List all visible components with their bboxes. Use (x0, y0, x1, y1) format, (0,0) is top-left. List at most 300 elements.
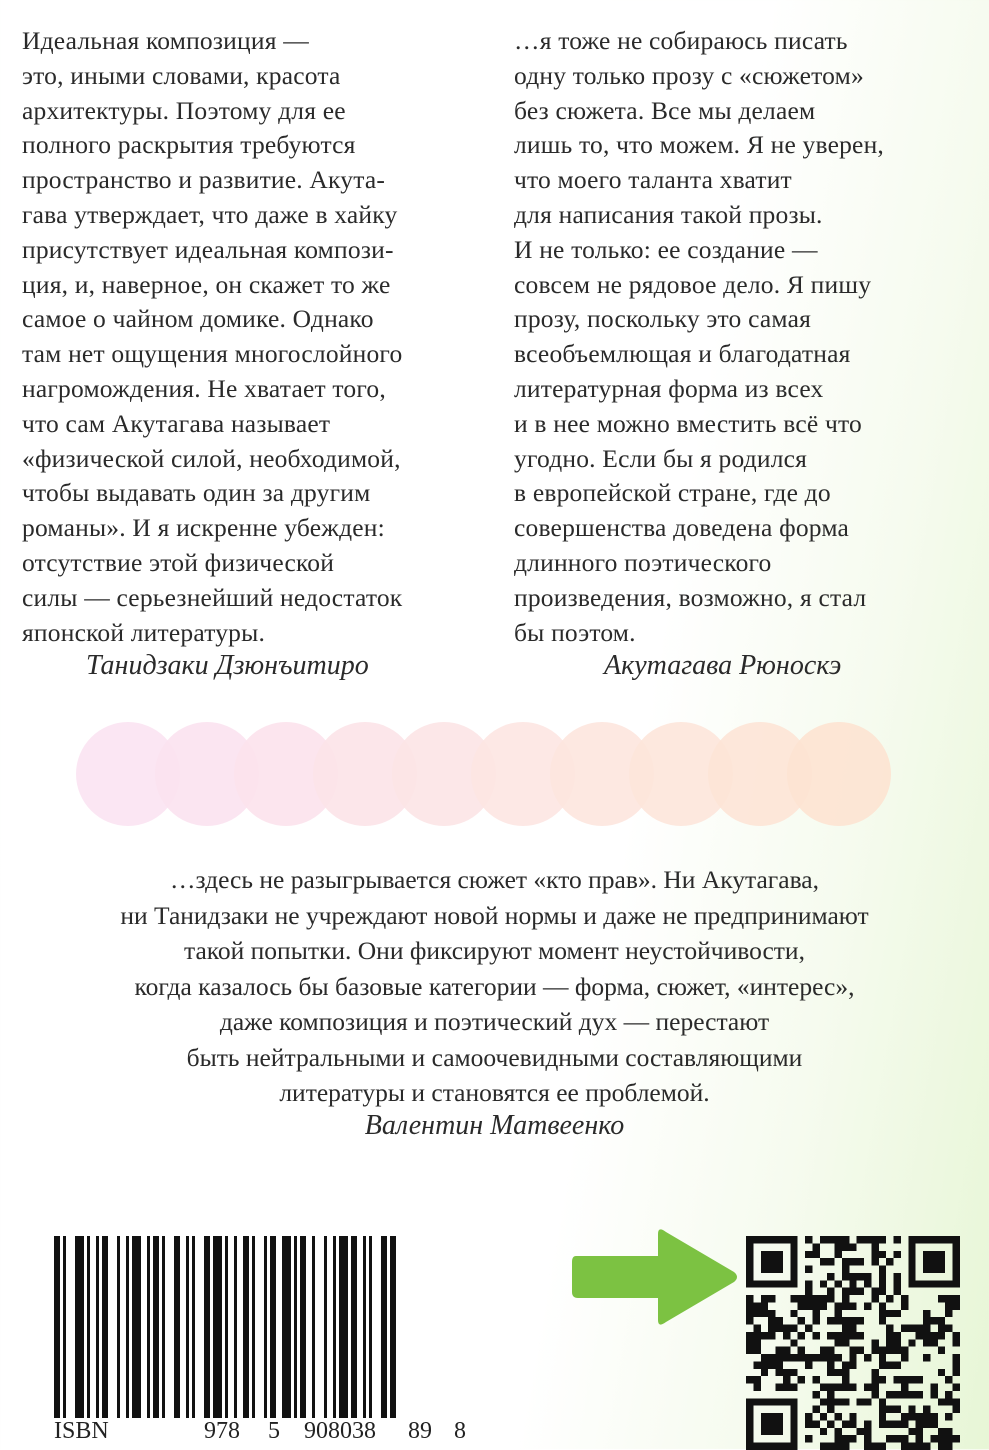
qr-module (871, 1288, 878, 1295)
barcode-bar (363, 1236, 366, 1418)
qr-module (945, 1391, 952, 1398)
qr-module (768, 1361, 775, 1368)
qr-module (930, 1339, 937, 1346)
qr-module (761, 1354, 768, 1361)
qr-module (953, 1384, 960, 1391)
left-column-line: ция, и, наверное, он скажет то же (22, 269, 391, 299)
qr-module (923, 1325, 930, 1332)
qr-module (776, 1413, 783, 1420)
qr-module (923, 1420, 930, 1427)
qr-module (746, 1398, 753, 1405)
qr-module (908, 1236, 915, 1243)
qr-module (930, 1251, 937, 1258)
arrow-right-icon (566, 1222, 744, 1332)
qr-module (798, 1376, 805, 1383)
qr-module (753, 1302, 760, 1309)
qr-module (842, 1288, 849, 1295)
qr-module (864, 1428, 871, 1435)
left-column-line: чтобы выдавать один за другим (22, 478, 371, 508)
qr-module (746, 1236, 753, 1243)
qr-module (849, 1325, 856, 1332)
qr-module (746, 1273, 753, 1280)
qr-module (790, 1339, 797, 1346)
barcode-bar (213, 1236, 222, 1418)
qr-module (879, 1302, 886, 1309)
qr-module (761, 1428, 768, 1435)
qr-module (761, 1266, 768, 1273)
barcode-bar (294, 1236, 297, 1418)
qr-module (812, 1302, 819, 1309)
qr-module (768, 1420, 775, 1427)
qr-module (842, 1325, 849, 1332)
qr-module (930, 1266, 937, 1273)
qr-module (783, 1369, 790, 1376)
qr-module (945, 1295, 952, 1302)
left-column-line: силы — серьезнейший недостаток (22, 582, 403, 612)
qr-module (953, 1302, 960, 1309)
qr-module (871, 1295, 878, 1302)
qr-module (812, 1391, 819, 1398)
qr-module (864, 1384, 871, 1391)
qr-module (879, 1280, 886, 1287)
barcode-bar (243, 1236, 249, 1418)
qr-module (849, 1258, 856, 1265)
barcode-bar (153, 1236, 159, 1418)
qr-module (857, 1258, 864, 1265)
qr-module (783, 1398, 790, 1405)
qr-module (953, 1361, 960, 1368)
qr-module (761, 1280, 768, 1287)
qr-module (746, 1317, 753, 1324)
qr-module (871, 1391, 878, 1398)
barcode-bar (369, 1236, 372, 1418)
qr-module (805, 1266, 812, 1273)
qr-module (820, 1384, 827, 1391)
qr-module (923, 1280, 930, 1287)
qr-module (827, 1332, 834, 1339)
qr-module (827, 1406, 834, 1413)
decorative-circle-band (76, 722, 896, 826)
qr-module (938, 1266, 945, 1273)
qr-module (864, 1236, 871, 1243)
qr-module (886, 1361, 893, 1368)
qr-module (871, 1376, 878, 1383)
bottom-quote-line: когда казалось бы базовые категории — форма, сюжет, «интерес», (134, 971, 855, 1001)
qr-module (842, 1384, 849, 1391)
qr-module (879, 1310, 886, 1317)
qr-module (901, 1384, 908, 1391)
bottom-quote-line: быть нейтральными и самоочевидными составляющими (186, 1042, 803, 1072)
qr-module (753, 1339, 760, 1346)
barcode-bar (252, 1236, 255, 1418)
qr-module (901, 1376, 908, 1383)
qr-module (805, 1236, 812, 1243)
qr-module (886, 1406, 893, 1413)
qr-code[interactable] (746, 1236, 960, 1450)
qr-module (864, 1354, 871, 1361)
qr-module (761, 1398, 768, 1405)
qr-module (790, 1428, 797, 1435)
qr-module (916, 1236, 923, 1243)
qr-module (753, 1332, 760, 1339)
qr-module (798, 1317, 805, 1324)
qr-module (827, 1391, 834, 1398)
qr-module (812, 1420, 819, 1427)
qr-module (871, 1339, 878, 1346)
qr-module (879, 1347, 886, 1354)
left-column-line: японской литературы. (22, 617, 266, 647)
qr-module (930, 1435, 937, 1442)
qr-module (871, 1347, 878, 1354)
qr-module (916, 1332, 923, 1339)
qr-module (820, 1258, 827, 1265)
left-column (22, 24, 482, 650)
qr-module (908, 1391, 915, 1398)
qr-module (908, 1413, 915, 1420)
qr-module (768, 1398, 775, 1405)
qr-module (805, 1280, 812, 1287)
barcode-bar (300, 1236, 306, 1418)
qr-module (857, 1428, 864, 1435)
qr-module (798, 1302, 805, 1309)
qr-module (827, 1398, 834, 1405)
qr-module (842, 1295, 849, 1302)
qr-module (753, 1310, 760, 1317)
qr-module (953, 1295, 960, 1302)
barcode-bar (174, 1236, 180, 1418)
qr-module (798, 1354, 805, 1361)
qr-module (812, 1376, 819, 1383)
qr-module (894, 1339, 901, 1346)
isbn-group: 978 (204, 1418, 240, 1444)
qr-module (746, 1406, 753, 1413)
qr-module (849, 1317, 856, 1324)
qr-module (827, 1236, 834, 1243)
qr-module (835, 1317, 842, 1324)
qr-module (776, 1347, 783, 1354)
barcode (54, 1236, 474, 1418)
qr-module (923, 1266, 930, 1273)
right-column-line: И не только: ее создание — (514, 234, 818, 264)
qr-module (849, 1347, 856, 1354)
qr-module (753, 1398, 760, 1405)
qr-module (879, 1406, 886, 1413)
qr-module (746, 1347, 753, 1354)
qr-module (901, 1295, 908, 1302)
qr-module (820, 1295, 827, 1302)
qr-module (916, 1325, 923, 1332)
qr-module (753, 1325, 760, 1332)
barcode-bar (225, 1236, 228, 1418)
qr-module (849, 1288, 856, 1295)
qr-module (857, 1236, 864, 1243)
qr-module (849, 1413, 856, 1420)
qr-module (849, 1354, 856, 1361)
qr-module (812, 1251, 819, 1258)
qr-module (894, 1347, 901, 1354)
qr-module (923, 1251, 930, 1258)
left-column-line: нагромождения. Не хватает того, (22, 373, 386, 403)
qr-module (901, 1325, 908, 1332)
qr-module (930, 1236, 937, 1243)
qr-module (842, 1339, 849, 1346)
bottom-quote-line: ни Танидзаки не учреждают новой нормы и даже не предпринимают (120, 900, 869, 930)
qr-module (783, 1280, 790, 1287)
left-column-line: архитектуры. Поэтому для ее (22, 95, 346, 125)
qr-module (776, 1236, 783, 1243)
qr-module (908, 1376, 915, 1383)
qr-module (783, 1354, 790, 1361)
right-column-line: для написания такой прозы. (514, 199, 823, 229)
qr-module (761, 1251, 768, 1258)
qr-module (790, 1266, 797, 1273)
qr-module (894, 1288, 901, 1295)
qr-module (923, 1406, 930, 1413)
qr-module (849, 1384, 856, 1391)
barcode-bar (147, 1236, 150, 1418)
qr-module (930, 1258, 937, 1265)
qr-module (879, 1317, 886, 1324)
qr-module (768, 1258, 775, 1265)
barcode-bar (270, 1236, 276, 1418)
qr-module (864, 1420, 871, 1427)
qr-module (842, 1236, 849, 1243)
qr-module (812, 1310, 819, 1317)
qr-module (761, 1361, 768, 1368)
qr-module (746, 1280, 753, 1287)
barcode-bar (264, 1236, 267, 1418)
qr-module (812, 1354, 819, 1361)
qr-module (790, 1413, 797, 1420)
qr-module (886, 1325, 893, 1332)
qr-module (930, 1384, 937, 1391)
qr-module (827, 1361, 834, 1368)
qr-module (879, 1376, 886, 1383)
qr-module (857, 1288, 864, 1295)
qr-module (761, 1420, 768, 1427)
qr-module (790, 1273, 797, 1280)
qr-module (857, 1317, 864, 1324)
qr-module (835, 1332, 842, 1339)
qr-module (894, 1435, 901, 1442)
qr-module (812, 1406, 819, 1413)
qr-module (908, 1428, 915, 1435)
qr-module (746, 1266, 753, 1273)
qr-module (879, 1288, 886, 1295)
qr-module (894, 1236, 901, 1243)
qr-module (886, 1347, 893, 1354)
qr-module (820, 1398, 827, 1405)
qr-module (768, 1325, 775, 1332)
qr-module (776, 1428, 783, 1435)
qr-module (827, 1420, 834, 1427)
qr-module (923, 1332, 930, 1339)
qr-module (938, 1236, 945, 1243)
qr-module (930, 1391, 937, 1398)
qr-module (827, 1295, 834, 1302)
barcode-bar (351, 1236, 357, 1418)
qr-module (835, 1384, 842, 1391)
qr-module (953, 1243, 960, 1250)
qr-module (798, 1332, 805, 1339)
barcode-bar (390, 1236, 396, 1418)
barcode-bar (339, 1236, 348, 1418)
left-column-line: полного раскрытия требуются (22, 130, 356, 160)
qr-module (820, 1347, 827, 1354)
qr-module (753, 1347, 760, 1354)
qr-module (871, 1258, 878, 1265)
qr-module (790, 1243, 797, 1250)
left-column-line: там нет ощущения многослойного (22, 339, 403, 369)
barcode-bar (96, 1236, 99, 1418)
qr-module (746, 1413, 753, 1420)
bottom-quote-author: Валентин Матвеенко (364, 1110, 625, 1141)
qr-module (835, 1435, 842, 1442)
qr-module (768, 1354, 775, 1361)
barcode-bar (54, 1236, 60, 1418)
qr-module (776, 1369, 783, 1376)
qr-module (790, 1258, 797, 1265)
qr-module (842, 1317, 849, 1324)
qr-module (879, 1398, 886, 1405)
barcode-bar (126, 1236, 129, 1418)
qr-module (783, 1332, 790, 1339)
qr-module (945, 1310, 952, 1317)
qr-module (842, 1243, 849, 1250)
qr-module (953, 1339, 960, 1346)
qr-module (776, 1354, 783, 1361)
qr-module (849, 1361, 856, 1368)
qr-module (805, 1325, 812, 1332)
qr-module (849, 1243, 856, 1250)
qr-module (864, 1302, 871, 1309)
qr-module (753, 1280, 760, 1287)
qr-module (894, 1391, 901, 1398)
qr-module (945, 1280, 952, 1287)
qr-module (916, 1413, 923, 1420)
qr-module (894, 1420, 901, 1427)
qr-module (923, 1258, 930, 1265)
qr-module (790, 1420, 797, 1427)
qr-module (908, 1266, 915, 1273)
qr-module (894, 1361, 901, 1368)
qr-module (768, 1280, 775, 1287)
qr-module (790, 1369, 797, 1376)
qr-module (746, 1302, 753, 1309)
qr-module (746, 1258, 753, 1265)
qr-module (886, 1310, 893, 1317)
qr-module (901, 1420, 908, 1427)
qr-module (938, 1258, 945, 1265)
qr-module (746, 1339, 753, 1346)
qr-module (835, 1251, 842, 1258)
qr-module (938, 1325, 945, 1332)
qr-module (783, 1347, 790, 1354)
qr-module (761, 1236, 768, 1243)
qr-module (916, 1435, 923, 1442)
qr-module (879, 1251, 886, 1258)
right-column-line: совсем не рядовое дело. Я пишу (514, 269, 872, 299)
qr-module (753, 1236, 760, 1243)
barcode-bar (282, 1236, 291, 1418)
qr-module (894, 1376, 901, 1383)
right-column-line: произведения, возможно, я стал (514, 582, 867, 612)
qr-module (761, 1310, 768, 1317)
bottom-quote-line: даже композиция и поэтический дух — перестают (219, 1007, 770, 1036)
qr-module (842, 1258, 849, 1265)
qr-module (746, 1428, 753, 1435)
qr-module (938, 1435, 945, 1442)
right-column (514, 24, 954, 650)
qr-module (908, 1339, 915, 1346)
barcode-bar (102, 1236, 108, 1418)
qr-module (820, 1236, 827, 1243)
isbn-group: 89 (408, 1418, 432, 1444)
barcode-bar (75, 1236, 84, 1418)
qr-module (790, 1435, 797, 1442)
qr-module (886, 1332, 893, 1339)
qr-module (938, 1398, 945, 1405)
qr-module (790, 1310, 797, 1317)
qr-module (761, 1369, 768, 1376)
right-column-line: длинного поэтического (514, 547, 772, 577)
qr-module (945, 1236, 952, 1243)
qr-module (790, 1384, 797, 1391)
qr-module (953, 1273, 960, 1280)
qr-module (879, 1361, 886, 1368)
qr-module (761, 1295, 768, 1302)
qr-module (768, 1236, 775, 1243)
qr-module (753, 1376, 760, 1383)
isbn-label: ISBN (54, 1418, 109, 1444)
qr-module (938, 1347, 945, 1354)
qr-module (916, 1376, 923, 1383)
qr-module (953, 1406, 960, 1413)
left-column-line: что сам Акутагава называет (22, 408, 331, 438)
qr-module (857, 1332, 864, 1339)
qr-module (945, 1413, 952, 1420)
right-column-line: без сюжета. Все мы делаем (514, 95, 816, 125)
qr-module (849, 1280, 856, 1287)
barcode-bar (117, 1236, 120, 1418)
isbn-group: 5 (268, 1418, 280, 1444)
qr-module (776, 1325, 783, 1332)
qr-module (923, 1236, 930, 1243)
qr-module (746, 1332, 753, 1339)
bottom-quote-line: литературы и становятся ее проблемой. (279, 1078, 710, 1107)
qr-module (776, 1258, 783, 1265)
qr-module (938, 1280, 945, 1287)
qr-module (923, 1310, 930, 1317)
qr-module (879, 1273, 886, 1280)
qr-module (842, 1302, 849, 1309)
left-column-line: присутствует идеальная компози- (22, 234, 394, 264)
qr-module (835, 1413, 842, 1420)
qr-module (842, 1266, 849, 1273)
barcode-bar (234, 1236, 237, 1418)
qr-module (953, 1280, 960, 1287)
qr-module (886, 1391, 893, 1398)
qr-module (783, 1384, 790, 1391)
right-column-line: и в нее можно вместить всё что (514, 408, 862, 438)
barcode-bar (132, 1236, 141, 1418)
qr-module (916, 1280, 923, 1287)
qr-module (805, 1354, 812, 1361)
qr-module (953, 1251, 960, 1258)
qr-module (776, 1384, 783, 1391)
qr-module (894, 1280, 901, 1287)
qr-module (746, 1310, 753, 1317)
